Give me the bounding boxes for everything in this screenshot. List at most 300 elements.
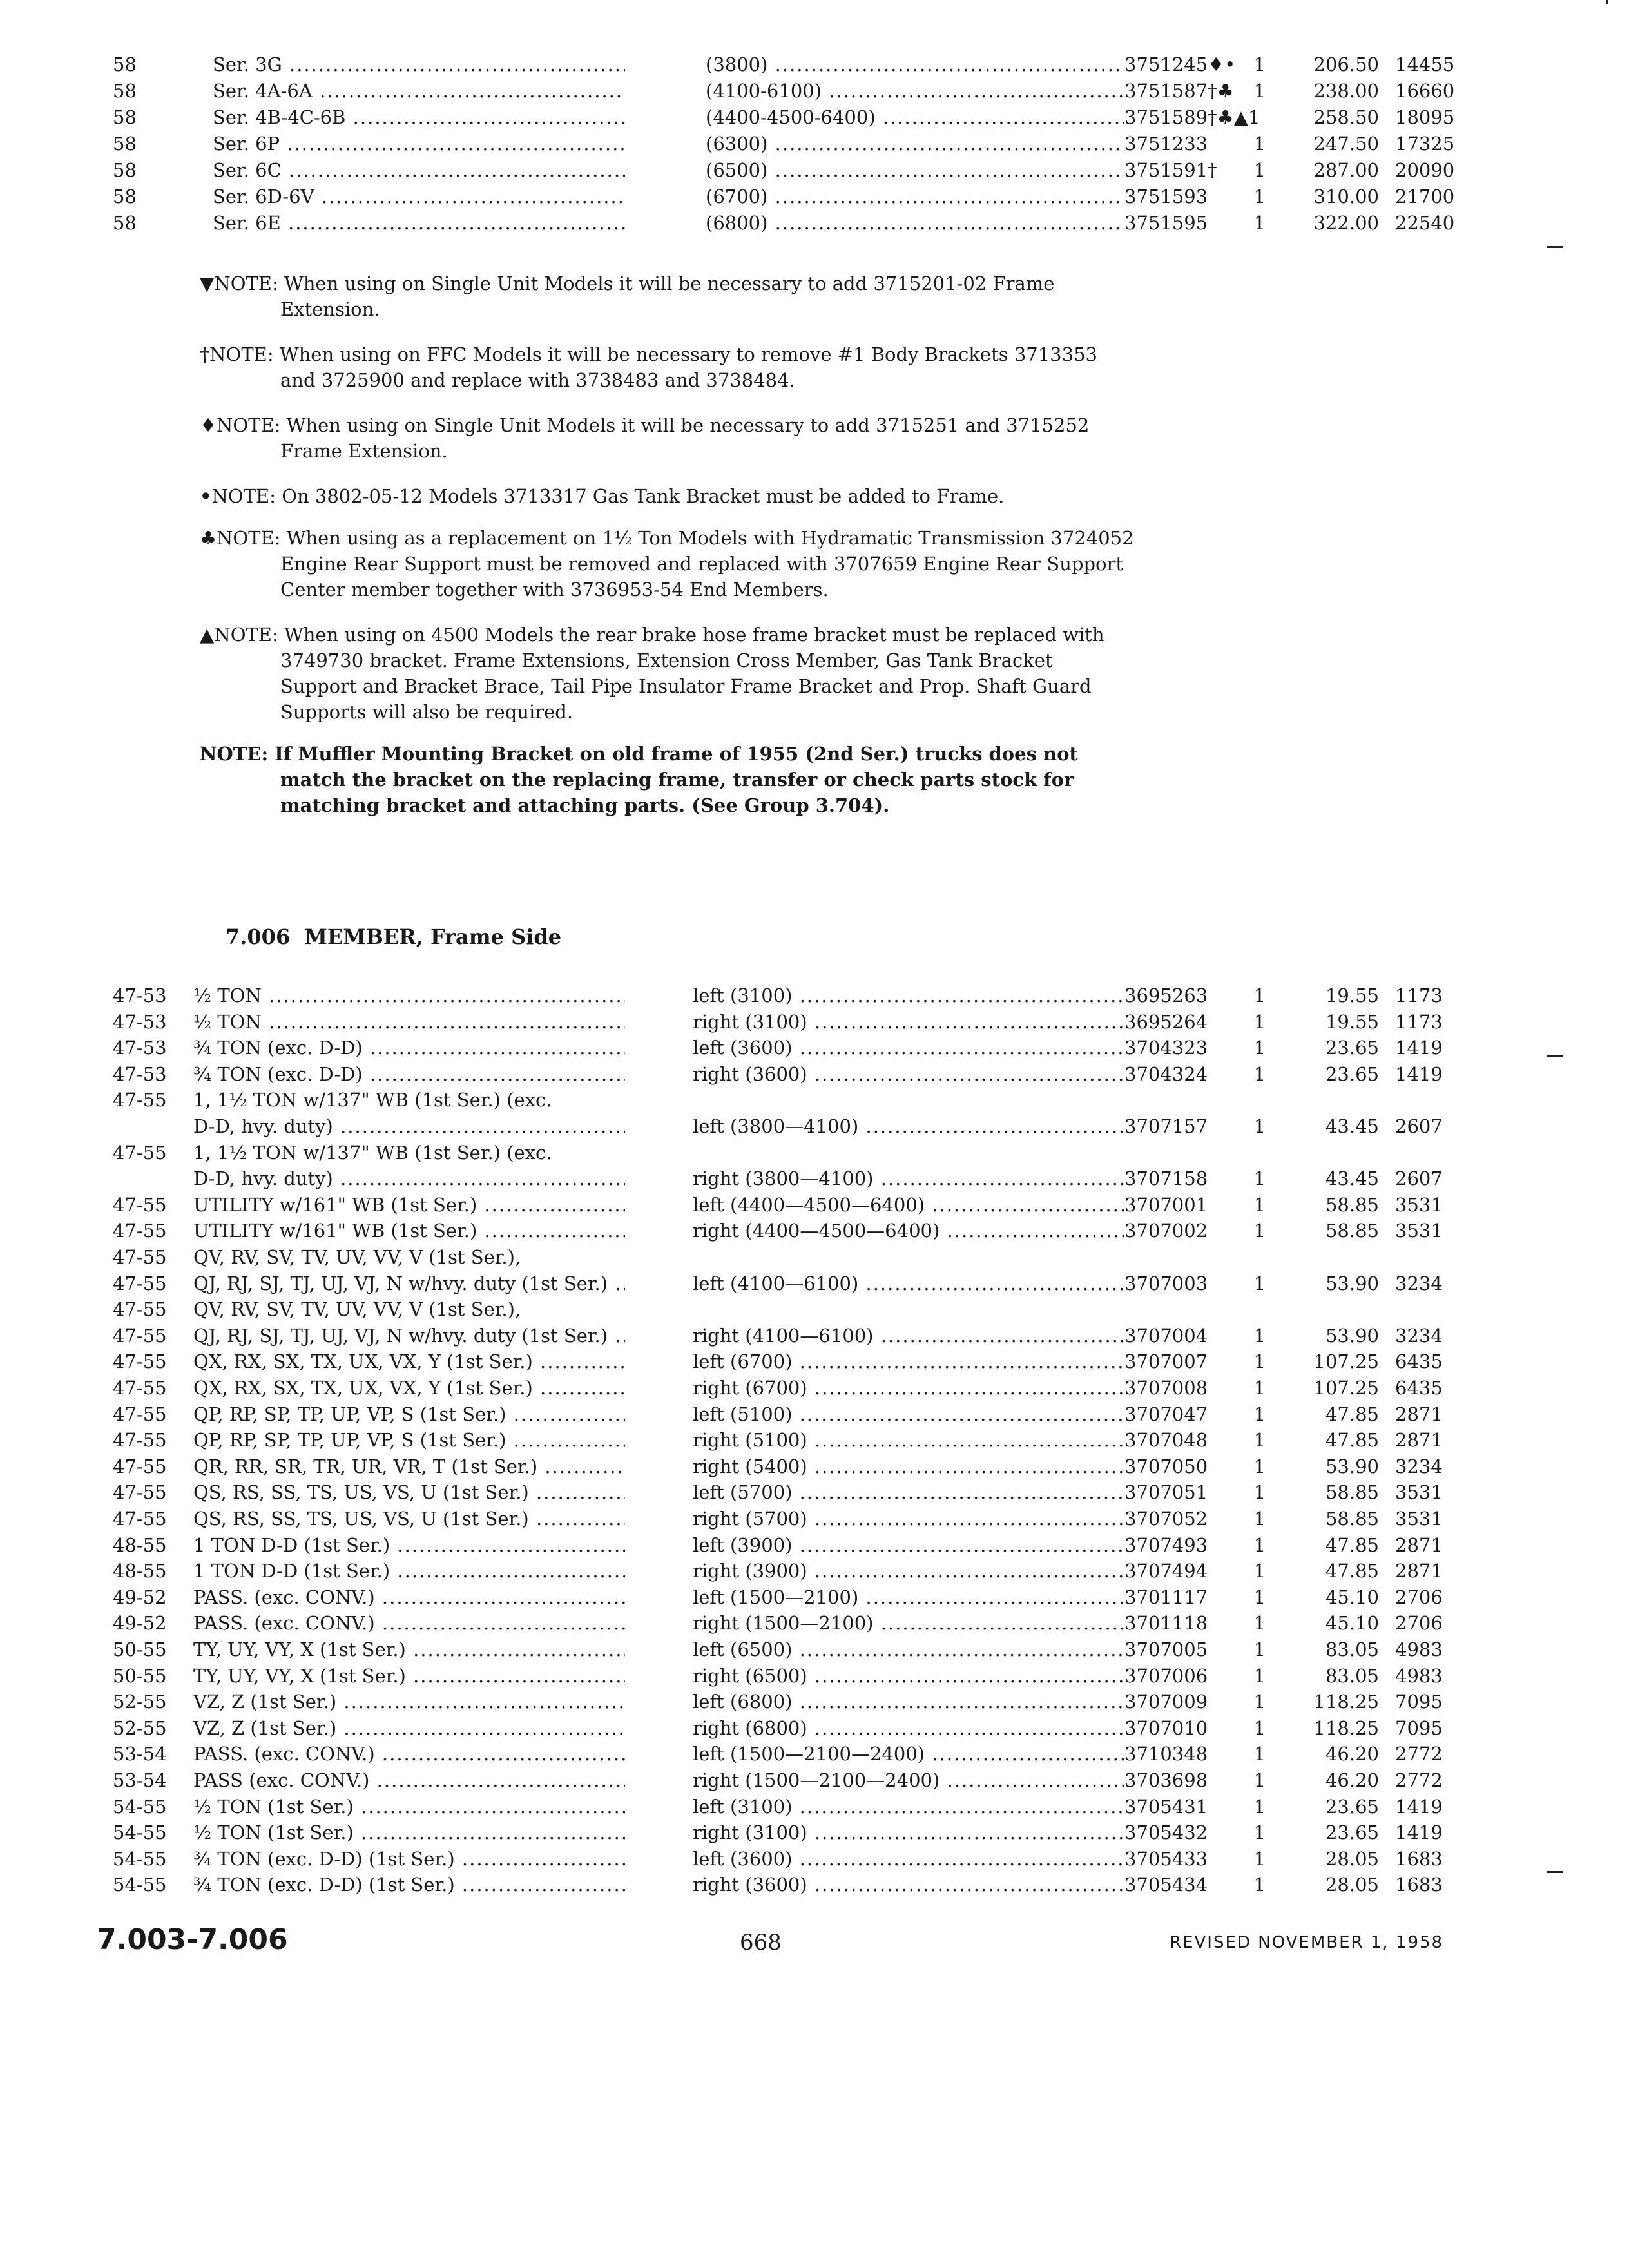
list-price: 23.65 [1325, 1821, 1379, 1844]
list-price: 19.55 [1325, 985, 1379, 1006]
quantity: 1 [1253, 1324, 1266, 1347]
price-code: 3531 [1395, 1481, 1443, 1504]
part-number: 3707008 [1124, 1377, 1208, 1399]
quantity: 1 [1253, 1743, 1266, 1765]
part-number: 3707048 [1124, 1429, 1208, 1452]
note-marker: ▼ [200, 273, 215, 294]
price-code: 7095 [1395, 1716, 1443, 1739]
frame-side-member-row [0, 1872, 1629, 1898]
part-description: left (6800) ..... [693, 1689, 1124, 1715]
frame-side-member-row [0, 1375, 1629, 1401]
frame-side-member-row [0, 1271, 1629, 1296]
list-price: 43.45 [1325, 1168, 1379, 1190]
note-body [200, 341, 1134, 393]
model-description: UTILITY w/161" WB (1st Ser.) ..... [193, 1218, 625, 1244]
frame-side-member-row [0, 1846, 1629, 1872]
list-price: 83.05 [1325, 1639, 1379, 1660]
part-number: 3707009 [1124, 1691, 1208, 1713]
list-price: 43.45 [1325, 1115, 1379, 1137]
part-number: 3707001 [1124, 1193, 1208, 1216]
list-price: 53.90 [1325, 1455, 1379, 1477]
quantity: 1 [1253, 1821, 1266, 1844]
model-description: VZ, Z (1st Ser.) ..... [193, 1689, 625, 1715]
price-code: 18095 [1395, 106, 1455, 128]
model-description: QV, RV, SV, TV, UV, VV, V (1st Ser.), [193, 1298, 521, 1321]
price-code: 16660 [1395, 80, 1455, 102]
note [200, 741, 1134, 818]
list-price: 23.65 [1325, 1062, 1379, 1085]
list-price: 47.85 [1325, 1429, 1379, 1452]
part-description: right (3600) ..... [693, 1061, 1124, 1087]
part-description: right (3800—4100) ..... [693, 1166, 1124, 1191]
quantity: 1 [1253, 1586, 1266, 1608]
list-price: 53.90 [1325, 1272, 1379, 1294]
frame-assembly-row [0, 210, 1629, 236]
year-range: 47-55 [113, 1246, 167, 1268]
list-price: 118.25 [1313, 1716, 1379, 1739]
note-marker: ♦ [200, 414, 217, 436]
part-description: left (3100) ..... [693, 983, 1124, 1008]
note-text: NOTE: On 3802-05-12 Models 3713317 Gas Tank Bracket must be added to Frame. [211, 485, 1005, 507]
part-description: left (1500—2100—2400) ..... [693, 1741, 1124, 1767]
model-description: ½ TON ..... [193, 1009, 625, 1035]
part-number: 3704324 [1124, 1062, 1208, 1085]
quantity: 1 [1253, 985, 1266, 1006]
frame-assembly-row [0, 78, 1629, 104]
model-description: Ser. 6P ..... [213, 131, 625, 157]
list-price: 46.20 [1325, 1743, 1379, 1765]
list-price: 45.10 [1325, 1586, 1379, 1608]
year-range: 47-55 [113, 1298, 167, 1321]
note-body [200, 622, 1134, 725]
year-range: 50-55 [113, 1639, 167, 1660]
price-code: 2772 [1395, 1743, 1443, 1765]
frame-side-member-row [0, 1610, 1629, 1636]
model-description: UTILITY w/161" WB (1st Ser.) ..... [193, 1192, 625, 1218]
price-code: 3531 [1395, 1220, 1443, 1242]
note-text: NOTE: If Muffler Mounting Bracket on old frame of 1955 (2nd Ser.) trucks does not match the bracket on the replacing frame, transfer or check parts stock for matching bracket and attaching parts. (See Group 3.704). [200, 743, 1078, 816]
quantity: 1 [1253, 1193, 1266, 1216]
model-description: QP, RP, SP, TP, UP, VP, S (1st Ser.) ..... [193, 1401, 625, 1427]
price-code: 2871 [1395, 1533, 1443, 1556]
model-description: Ser. 3G ..... [213, 52, 625, 77]
quantity: 1 [1253, 1533, 1266, 1556]
list-price: 58.85 [1325, 1193, 1379, 1216]
frame-side-member-row [0, 1558, 1629, 1584]
quantity: 1 [1253, 1560, 1266, 1582]
list-price: 19.55 [1325, 1010, 1379, 1033]
quantity: 1 [1253, 159, 1266, 181]
price-code: 4983 [1395, 1664, 1443, 1687]
price-code: 22540 [1395, 212, 1455, 234]
model-description: Ser. 6D-6V ..... [213, 184, 625, 209]
model-description: QR, RR, SR, TR, UR, VR, T (1st Ser.) ..... [193, 1454, 625, 1479]
part-description: right (3900) ..... [693, 1558, 1124, 1584]
quantity: 1 [1253, 1062, 1266, 1085]
year-range: 47-55 [113, 1377, 167, 1399]
price-code: 3234 [1395, 1455, 1443, 1477]
price-code: 6435 [1395, 1377, 1443, 1399]
part-description: right (3100) ..... [693, 1009, 1124, 1035]
part-description: right (4400—4500—6400) ..... [693, 1218, 1124, 1244]
price-code: 1419 [1395, 1037, 1443, 1059]
model-description: QX, RX, SX, TX, UX, VX, Y (1st Ser.) ..... [193, 1375, 625, 1401]
part-number: 3751587†♣ [1124, 80, 1234, 102]
price-code: 2871 [1395, 1429, 1443, 1452]
part-number: 3710348 [1124, 1743, 1208, 1765]
list-price: 45.10 [1325, 1612, 1379, 1635]
frame-side-member-row [0, 1532, 1629, 1558]
year-range: 47-55 [113, 1455, 167, 1477]
note-text: NOTE: When using as a replacement on 1½ Ton Models with Hydramatic Transmission 3724052 Engine Rear Support must be removed and replaced with 3707659 Engine Rear Support Center member together with 3736953-54 End Members. [217, 527, 1134, 601]
part-number: 3707052 [1124, 1508, 1208, 1530]
part-number: 3707004 [1124, 1324, 1208, 1347]
part-number: 3705431 [1124, 1795, 1208, 1818]
part-description: right (6800) ..... [693, 1715, 1124, 1741]
part-description: right (5700) ..... [693, 1506, 1124, 1532]
part-number: 3707493 [1124, 1533, 1208, 1556]
list-price: 258.50 [1313, 106, 1379, 128]
list-price: 83.05 [1325, 1664, 1379, 1687]
part-description: (3800) ..... [706, 52, 1124, 77]
model-description: Ser. 4A-6A ..... [213, 78, 625, 104]
frame-side-member-row [0, 1140, 1629, 1166]
note-body [200, 525, 1134, 602]
year-range: 53-54 [113, 1743, 167, 1765]
year-range: 47-55 [113, 1350, 167, 1373]
part-number: 3705432 [1124, 1821, 1208, 1844]
part-description: (6700) ..... [706, 184, 1124, 209]
frame-side-member-row [0, 1323, 1629, 1349]
year-range: 48-55 [113, 1560, 167, 1582]
section-title [226, 925, 561, 949]
quantity: 1 [1253, 186, 1266, 207]
part-number: 3707047 [1124, 1403, 1208, 1425]
part-description: right (1500—2100—2400) ..... [693, 1767, 1124, 1793]
frame-side-member-row [0, 1113, 1629, 1139]
year-range: 50-55 [113, 1664, 167, 1687]
note-marker: ♣ [200, 527, 217, 549]
part-description: left (3600) ..... [693, 1035, 1124, 1061]
quantity: 1 [1253, 1037, 1266, 1059]
year-range: 47-55 [113, 1324, 167, 1347]
note-body [200, 412, 1134, 464]
list-price: 23.65 [1325, 1795, 1379, 1818]
year-range: 58 [113, 133, 137, 155]
part-number: 3751595 [1124, 212, 1208, 234]
part-number: 3707158 [1124, 1168, 1208, 1190]
part-number: 3707007 [1124, 1350, 1208, 1373]
part-description: left (4100—6100) ..... [693, 1271, 1124, 1296]
quantity: 1 [1253, 1874, 1266, 1896]
year-range: 48-55 [113, 1533, 167, 1556]
part-description: right (3600) ..... [693, 1872, 1124, 1898]
quantity: 1 [1253, 53, 1266, 75]
part-number: 3695264 [1124, 1010, 1208, 1033]
list-price: 107.25 [1313, 1377, 1379, 1399]
part-number: 3705433 [1124, 1847, 1208, 1870]
part-number: 3707010 [1124, 1716, 1208, 1739]
price-code: 4983 [1395, 1639, 1443, 1660]
model-description: QJ, RJ, SJ, TJ, UJ, VJ, N w/hvy. duty (1st Ser.) ..... [193, 1323, 625, 1349]
frame-side-member-row [0, 1506, 1629, 1532]
model-description: QS, RS, SS, TS, US, VS, U (1st Ser.) ..... [193, 1506, 625, 1532]
year-range: 47-53 [113, 1010, 167, 1033]
year-range: 47-55 [113, 1481, 167, 1504]
note [200, 483, 1134, 509]
part-description: right (5100) ..... [693, 1427, 1124, 1453]
model-description: 1, 1½ TON w/137" WB (1st Ser.) (exc. [193, 1089, 552, 1111]
quantity: 1 [1253, 212, 1266, 234]
frame-side-member-row [0, 1009, 1629, 1035]
part-number: 3751591† [1124, 159, 1217, 181]
quantity: 1 [1253, 1795, 1266, 1818]
part-description: right (4100—6100) ..... [693, 1323, 1124, 1349]
revision-date: REVISED NOVEMBER 1, 1958 [1170, 1933, 1444, 1952]
quantity: 1 [1253, 1664, 1266, 1687]
part-description: (6300) ..... [706, 131, 1124, 157]
part-number: 3707051 [1124, 1481, 1208, 1504]
quantity: 1 [1253, 1220, 1266, 1242]
part-description: left (5100) ..... [693, 1401, 1124, 1427]
list-price: 58.85 [1325, 1220, 1379, 1242]
model-description: PASS (exc. CONV.) ..... [193, 1767, 625, 1793]
model-description: QV, RV, SV, TV, UV, VV, V (1st Ser.), [193, 1246, 521, 1268]
list-price: 53.90 [1325, 1324, 1379, 1347]
quantity: 1 [1253, 1115, 1266, 1137]
list-price: 46.20 [1325, 1769, 1379, 1791]
year-range: 54-55 [113, 1847, 167, 1870]
year-range: 49-52 [113, 1612, 167, 1635]
year-range: 47-55 [113, 1429, 167, 1452]
model-description: Ser. 6E ..... [213, 210, 625, 236]
model-description: Ser. 4B-4C-6B ..... [213, 104, 625, 130]
year-range: 47-55 [113, 1220, 167, 1242]
model-description: TY, UY, VY, X (1st Ser.) ..... [193, 1637, 625, 1662]
price-code: 6435 [1395, 1350, 1443, 1373]
price-code: 1419 [1395, 1821, 1443, 1844]
price-code: 3234 [1395, 1272, 1443, 1294]
quantity: 1 [1253, 1168, 1266, 1190]
price-code: 3531 [1395, 1193, 1443, 1216]
frame-side-member-row [0, 1689, 1629, 1715]
model-description: D-D, hvy. duty) ..... [193, 1166, 625, 1191]
frame-side-member-row [0, 1349, 1629, 1374]
part-description: (4400-4500-6400) ..... [706, 104, 1124, 130]
part-number: 3707157 [1124, 1115, 1208, 1137]
part-description: left (3800—4100) ..... [693, 1113, 1124, 1139]
note-body [200, 271, 1134, 322]
frame-side-member-row [0, 1715, 1629, 1741]
price-code: 1419 [1395, 1062, 1443, 1085]
price-code: 2772 [1395, 1769, 1443, 1791]
group-number: 7.003-7.006 [97, 1923, 288, 1956]
part-number: 3751593 [1124, 186, 1208, 207]
part-description: right (6700) ..... [693, 1375, 1124, 1401]
list-price: 47.85 [1325, 1403, 1379, 1425]
frame-side-member-row [0, 1584, 1629, 1610]
quantity: 1 [1253, 1429, 1266, 1452]
margin-mark [1547, 1871, 1563, 1873]
list-price: 28.05 [1325, 1847, 1379, 1870]
model-description: 1 TON D-D (1st Ser.) ..... [193, 1558, 625, 1584]
price-code: 7095 [1395, 1691, 1443, 1713]
list-price: 107.25 [1313, 1350, 1379, 1373]
note [200, 525, 1134, 602]
model-description: PASS. (exc. CONV.) ..... [193, 1741, 625, 1767]
frame-side-member-row [0, 983, 1629, 1008]
year-range: 54-55 [113, 1821, 167, 1844]
year-range: 58 [113, 159, 137, 181]
margin-mark [1547, 246, 1563, 248]
note [200, 271, 1134, 322]
part-description: left (3900) ..... [693, 1532, 1124, 1558]
quantity: 1 [1253, 1010, 1266, 1033]
year-range: 47-53 [113, 1037, 167, 1059]
frame-side-member-row [0, 1218, 1629, 1244]
list-price: 118.25 [1313, 1691, 1379, 1713]
price-code: 21700 [1395, 186, 1455, 207]
year-range: 47-55 [113, 1089, 167, 1111]
part-number: 3751589†♣▲1 [1124, 106, 1260, 128]
part-description: left (1500—2100) ..... [693, 1584, 1124, 1610]
model-description: ¾ TON (exc. D-D) ..... [193, 1061, 625, 1087]
year-range: 52-55 [113, 1716, 167, 1739]
page-number: 668 [740, 1930, 782, 1956]
quantity: 1 [1253, 1350, 1266, 1373]
quantity: 1 [1253, 1639, 1266, 1660]
quantity: 1 [1253, 1377, 1266, 1399]
price-code: 1683 [1395, 1874, 1443, 1896]
frame-side-member-row [0, 1035, 1629, 1061]
frame-assembly-row [0, 104, 1629, 130]
frame-assembly-row [0, 184, 1629, 209]
price-code: 2607 [1395, 1115, 1443, 1137]
frame-assembly-row [0, 52, 1629, 77]
model-description: ½ TON (1st Ser.) ..... [193, 1794, 625, 1820]
list-price: 238.00 [1313, 80, 1379, 102]
year-range: 58 [113, 212, 137, 234]
frame-side-member-row [0, 1192, 1629, 1218]
list-price: 58.85 [1325, 1508, 1379, 1530]
part-description: (6800) ..... [706, 210, 1124, 236]
part-description: left (4400—4500—6400) ..... [693, 1192, 1124, 1218]
part-number: 3705434 [1124, 1874, 1208, 1896]
year-range: 47-55 [113, 1403, 167, 1425]
part-description: (6500) ..... [706, 157, 1124, 183]
part-number: 3703698 [1124, 1769, 1208, 1791]
year-range: 47-55 [113, 1508, 167, 1530]
frame-side-member-row [0, 1741, 1629, 1767]
quantity: 1 [1253, 1847, 1266, 1870]
note-body [200, 741, 1134, 818]
part-description: (4100-6100) ..... [706, 78, 1124, 104]
part-number: 3751245♦• [1124, 53, 1236, 75]
year-range: 54-55 [113, 1874, 167, 1896]
quantity: 1 [1253, 1716, 1266, 1739]
frame-side-member-row [0, 1663, 1629, 1689]
part-description: right (6500) ..... [693, 1663, 1124, 1689]
frame-side-member-row [0, 1296, 1629, 1322]
frame-side-member-row [0, 1087, 1629, 1113]
quantity: 1 [1253, 1612, 1266, 1635]
year-range: 58 [113, 53, 137, 75]
year-range: 47-53 [113, 985, 167, 1006]
model-description: ¾ TON (exc. D-D) ..... [193, 1035, 625, 1061]
list-price: 28.05 [1325, 1874, 1379, 1896]
note [200, 412, 1134, 464]
price-code: 1419 [1395, 1795, 1443, 1818]
list-price: 47.85 [1325, 1533, 1379, 1556]
frame-side-member-row [0, 1637, 1629, 1662]
note-text: NOTE: When using on 4500 Models the rear brake hose frame bracket must be replaced with 3749730 bracket. Frame Extensions, Extension Cross Member, Gas Tank Bracket Support and Bracket Brace, Tail Pipe Insulator Frame Bracket and Prop. Shaft Guard Supports will also be required. [214, 624, 1104, 723]
part-number: 3707050 [1124, 1455, 1208, 1477]
model-description: PASS. (exc. CONV.) ..... [193, 1610, 625, 1636]
price-code: 14455 [1395, 53, 1455, 75]
model-description: VZ, Z (1st Ser.) ..... [193, 1715, 625, 1741]
part-description: right (3100) ..... [693, 1820, 1124, 1845]
note-body [200, 483, 1134, 509]
year-range: 49-52 [113, 1586, 167, 1608]
part-number: 3707003 [1124, 1272, 1208, 1294]
model-description: ½ TON ..... [193, 983, 625, 1008]
price-code: 2607 [1395, 1168, 1443, 1190]
quantity: 1 [1253, 1272, 1266, 1294]
note-marker: † [200, 343, 210, 365]
price-code: 3531 [1395, 1508, 1443, 1530]
price-code: 3234 [1395, 1324, 1443, 1347]
year-range: 58 [113, 80, 137, 102]
price-code: 1683 [1395, 1847, 1443, 1870]
note-text: NOTE: When using on Single Unit Models it will be necessary to add 3715251 and 3715252 Frame Extension. [217, 414, 1090, 462]
year-range: 47-55 [113, 1272, 167, 1294]
year-range: 54-55 [113, 1795, 167, 1818]
note-text: NOTE: When using on Single Unit Models it will be necessary to add 3715201-02 Frame Extension. [214, 273, 1055, 320]
year-range: 53-54 [113, 1769, 167, 1791]
section-name: MEMBER, Frame Side [304, 925, 562, 949]
list-price: 58.85 [1325, 1481, 1379, 1504]
note [200, 341, 1134, 393]
list-price: 206.50 [1313, 53, 1379, 75]
price-code: 2706 [1395, 1586, 1443, 1608]
part-number: 3707006 [1124, 1664, 1208, 1687]
price-code: 2871 [1395, 1403, 1443, 1425]
frame-side-member-row [0, 1794, 1629, 1820]
quantity: 1 [1253, 1481, 1266, 1504]
part-description: left (3100) ..... [693, 1794, 1124, 1820]
model-description: TY, UY, VY, X (1st Ser.) ..... [193, 1663, 625, 1689]
part-number: 3707005 [1124, 1639, 1208, 1660]
model-description: QP, RP, SP, TP, UP, VP, S (1st Ser.) ..... [193, 1427, 625, 1453]
model-description: QJ, RJ, SJ, TJ, UJ, VJ, N w/hvy. duty (1st Ser.) ..... [193, 1271, 625, 1296]
note-marker: ▲ [200, 624, 215, 646]
part-number: 3701117 [1124, 1586, 1208, 1608]
part-number: 3751233 [1124, 133, 1208, 155]
price-code: 2706 [1395, 1612, 1443, 1635]
quantity: 1 [1253, 80, 1266, 102]
price-code: 17325 [1395, 133, 1455, 155]
note-text: NOTE: When using on FFC Models it will be necessary to remove #1 Body Brackets 3713353 and 3725900 and replace with 3738483 and 3738484. [209, 343, 1097, 391]
part-description: right (1500—2100) ..... [693, 1610, 1124, 1636]
year-range: 47-55 [113, 1193, 167, 1216]
part-description: left (3600) ..... [693, 1846, 1124, 1872]
model-description: QS, RS, SS, TS, US, VS, U (1st Ser.) ..... [193, 1479, 625, 1505]
frame-side-member-row [0, 1244, 1629, 1270]
price-code: 1173 [1395, 1010, 1443, 1033]
part-number: 3704323 [1124, 1037, 1208, 1059]
model-description: D-D, hvy. duty) ..... [193, 1113, 625, 1139]
model-description: ¾ TON (exc. D-D) (1st Ser.) ..... [193, 1872, 625, 1898]
